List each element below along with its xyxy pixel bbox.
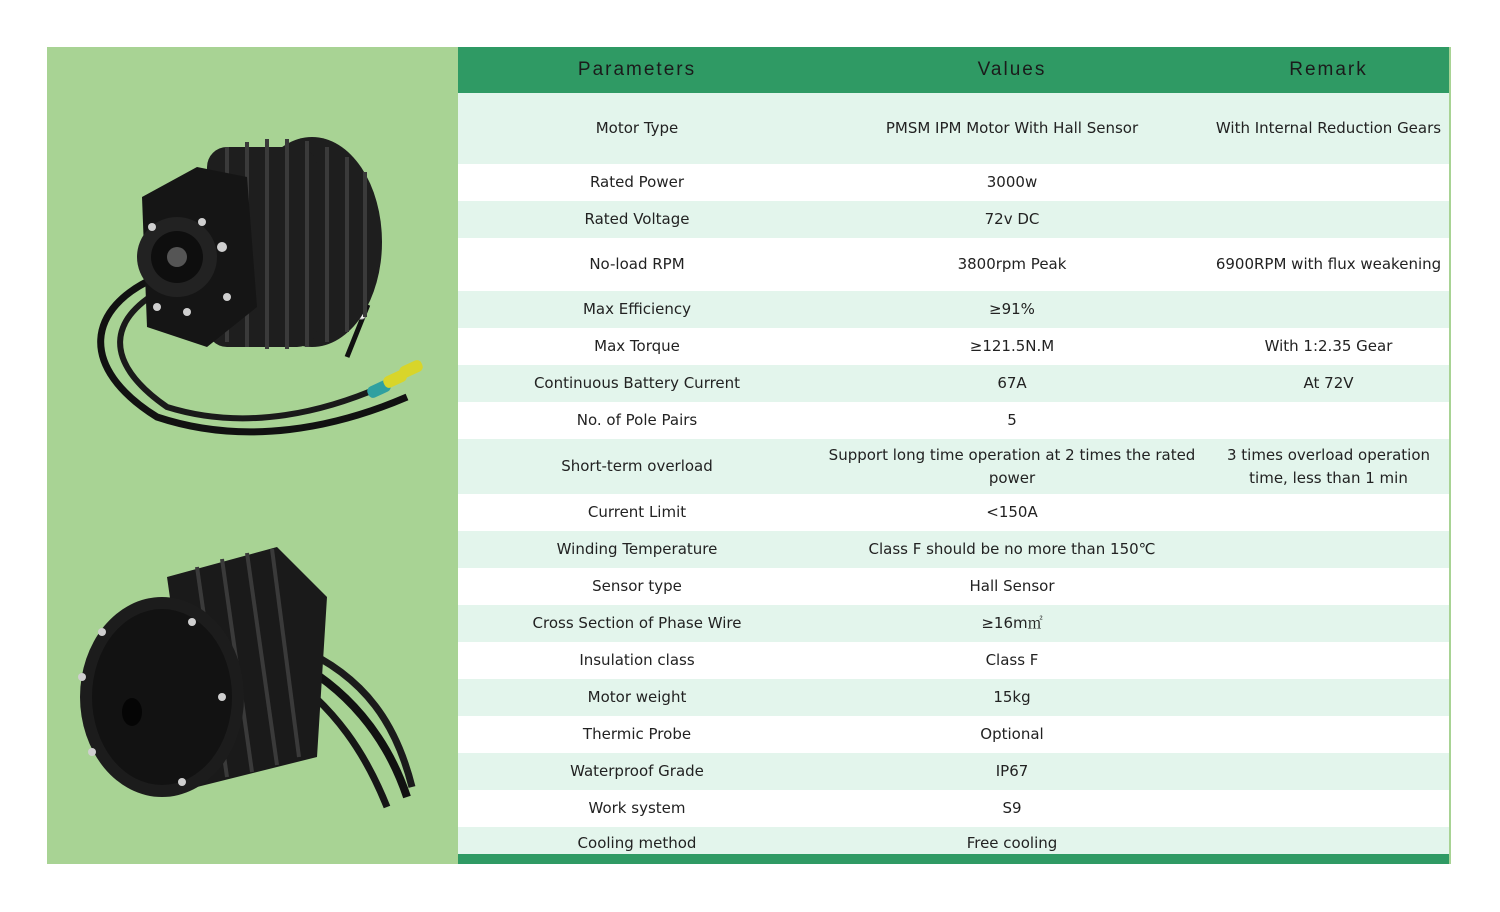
remark-cell: 6900RPM with flux weakening (1215, 255, 1442, 273)
table-row (458, 568, 1449, 605)
table-row (458, 494, 1449, 531)
table-row (458, 328, 1449, 365)
value-cell: Free cooling (966, 834, 1058, 852)
value-cell: ≥91% (989, 300, 1035, 318)
table-row (458, 531, 1449, 568)
value-cell: 3800rpm Peak (957, 255, 1067, 273)
value-cell: Optional (980, 725, 1044, 743)
value-cell: S9 (1002, 799, 1022, 817)
header-parameters: Parameters (577, 59, 697, 80)
parameter-cell: Continuous Battery Current (533, 374, 741, 392)
remark-cell: At 72V (1303, 374, 1354, 392)
value-cell: 67A (997, 374, 1027, 392)
table-row (458, 164, 1449, 201)
table-row (458, 716, 1449, 753)
table-bottom-bar (458, 854, 1449, 864)
table-row (458, 93, 1449, 164)
value-cell: PMSM IPM Motor With Hall Sensor (885, 119, 1139, 137)
parameter-cell: Thermic Probe (582, 725, 692, 743)
value-cell: 5 (1007, 411, 1017, 429)
spec-sheet (47, 47, 1451, 864)
table-row (458, 642, 1449, 679)
parameter-cell: Short-term overload (561, 457, 713, 475)
value-cell: Class F (985, 651, 1039, 669)
parameter-cell: Rated Power (589, 173, 685, 191)
value-cell: Support long time operation at 2 times the rated power (828, 445, 1196, 487)
remark-cell: With 1:2.35 Gear (1264, 337, 1393, 355)
value-cell: IP67 (995, 762, 1029, 780)
value-cell: Hall Sensor (969, 577, 1055, 595)
parameter-cell: Rated Voltage (584, 210, 690, 228)
parameter-cell: Cross Section of Phase Wire (532, 614, 742, 632)
table-row (458, 201, 1449, 238)
value-cell: 3000w (986, 173, 1038, 191)
spec-table (458, 47, 1449, 864)
table-body (458, 93, 1449, 860)
product-image-panel (47, 47, 458, 864)
table-row (458, 365, 1449, 402)
parameter-cell: Motor weight (587, 688, 687, 706)
parameter-cell: Insulation class (579, 651, 695, 669)
parameter-cell: Waterproof Grade (570, 762, 704, 780)
table-row (458, 291, 1449, 328)
table-header (458, 47, 1449, 93)
parameter-cell: Winding Temperature (556, 540, 718, 558)
parameter-cell: Motor Type (595, 119, 679, 137)
remark-cell: 3 times overload operation time, less than 1 min (1226, 445, 1431, 487)
parameter-cell: Current Limit (587, 503, 687, 521)
parameter-cell: Work system (588, 799, 686, 817)
value-cell: 72v DC (984, 210, 1040, 228)
header-values: Values (977, 59, 1047, 80)
parameter-cell: Max Torque (594, 337, 680, 355)
parameter-cell: No. of Pole Pairs (576, 411, 698, 429)
header-remark: Remark (1289, 59, 1368, 80)
table-row (458, 679, 1449, 716)
value-cell: Class F should be no more than 150℃ (868, 540, 1156, 558)
parameter-cell: No-load RPM (589, 255, 685, 273)
parameter-cell: Sensor type (592, 577, 682, 595)
motor-front-view-image (47, 537, 458, 827)
table-row (458, 790, 1449, 827)
motor-side-view-image (47, 107, 458, 507)
table-row (458, 753, 1449, 790)
table-row (458, 605, 1449, 642)
value-cell: 15kg (993, 688, 1031, 706)
parameter-cell: Max Efficiency (582, 300, 692, 318)
table-row (458, 238, 1449, 291)
table-row (458, 439, 1449, 494)
parameter-cell: Cooling method (577, 834, 697, 852)
value-cell: ≥16m㎡ (981, 614, 1043, 632)
table-row (458, 402, 1449, 439)
value-cell: ≥121.5N.M (969, 337, 1055, 355)
remark-cell: With Internal Reduction Gears (1215, 119, 1442, 137)
value-cell: <150A (986, 503, 1038, 521)
